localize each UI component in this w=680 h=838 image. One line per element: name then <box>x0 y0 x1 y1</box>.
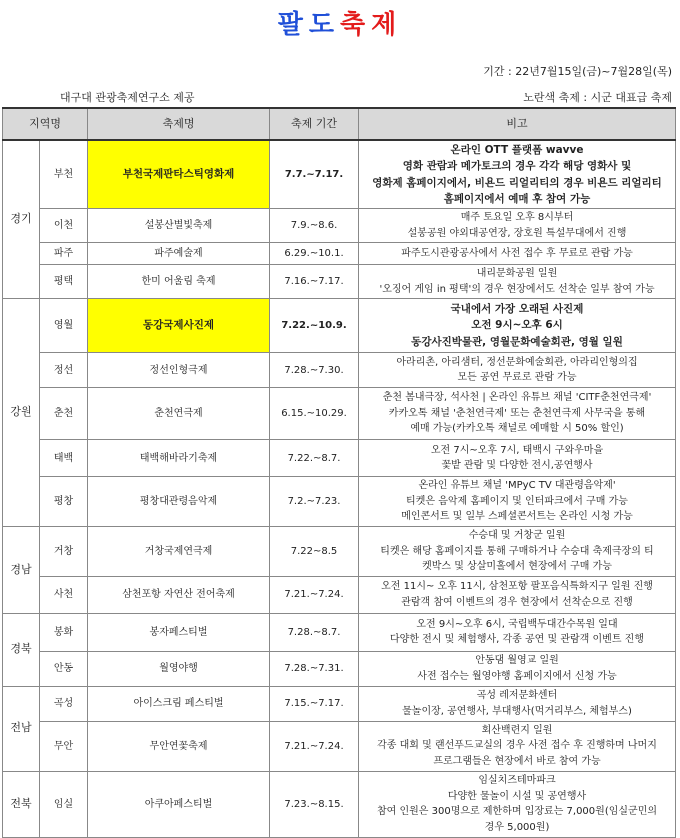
note-line: 물놀이장, 공연행사, 부대행사(먹거리부스, 체험부스) <box>402 705 632 717</box>
festival-period-cell: 7.28.~8.7. <box>270 613 359 651</box>
festival-name-cell: 정선인형극제 <box>88 353 270 388</box>
note-line: 영화제 홈페이지에서, 비욘드 리얼리티의 경우 비욘드 리얼리티 <box>372 176 662 189</box>
city-cell: 거창 <box>40 527 88 577</box>
region-cell: 경기 <box>3 140 40 299</box>
notes-cell <box>359 388 676 440</box>
note-line: 예매 가능(카카오톡 채널로 예매할 시 50% 할인) <box>410 423 624 435</box>
notes-cell <box>359 477 676 527</box>
note-line: 회산백련지 일원 <box>481 724 553 736</box>
title-char: 팔 <box>277 10 309 40</box>
note-line: 메인콘서트 및 일부 스페셜콘서트는 온라인 시청 가능 <box>401 511 633 523</box>
note-line: 꽃밭 관람 및 다양한 전시,공연행사 <box>441 460 593 472</box>
header-region: 지역명 <box>3 108 88 140</box>
table-row <box>3 527 676 577</box>
note-line: 경우 5,000원) <box>484 821 550 833</box>
table-row <box>3 265 676 299</box>
city-cell: 무안 <box>40 721 88 771</box>
festival-name-cell: 파주예술제 <box>88 243 270 265</box>
festival-name-cell: 태백해바라기축제 <box>88 440 270 477</box>
title-char: 제 <box>371 10 403 40</box>
festival-name-cell: 삼천포항 자연산 전어축제 <box>88 576 270 613</box>
note-line: 참여 인원은 300명으로 제한하며 입장료는 7,000원(임실군민의 <box>376 806 658 818</box>
note-line: 영화 관람과 메가토크의 경우 각각 해당 영화사 및 <box>402 160 632 173</box>
notes-cell <box>359 686 676 721</box>
festival-period-cell: 7.22.~8.7. <box>270 440 359 477</box>
note-line: 관람객 참여 이벤트의 경우 현장에서 선착순으로 진행 <box>401 596 633 608</box>
notes-cell <box>359 576 676 613</box>
city-cell: 평창 <box>40 477 88 527</box>
notes-cell <box>359 209 676 243</box>
table-row <box>3 651 676 686</box>
table-header-row <box>3 108 676 140</box>
festival-name-cell: 봉자페스티벌 <box>88 613 270 651</box>
city-cell: 안동 <box>40 651 88 686</box>
notes-cell <box>359 243 676 265</box>
festival-name-cell: 아쿠아페스티벌 <box>88 771 270 837</box>
note-line: 오전 7시~오후 7시, 태백시 구와우마을 <box>430 444 604 456</box>
note-line: 매주 토요일 오후 8시부터 <box>460 212 574 224</box>
note-line: 임실치즈테마파크 <box>478 775 556 787</box>
city-cell: 이천 <box>40 209 88 243</box>
table-row <box>3 243 676 265</box>
header-festival-period: 축제 기간 <box>270 108 359 140</box>
notes-cell <box>359 140 676 209</box>
city-cell: 태백 <box>40 440 88 477</box>
page-title <box>0 4 680 41</box>
festival-period-cell: 6.29.~10.1. <box>270 243 359 265</box>
table-row <box>3 388 676 440</box>
notes-cell <box>359 721 676 771</box>
note-line: 다양한 물놀이 시설 및 공연행사 <box>447 790 587 802</box>
note-line: 모든 공연 무료로 관람 가능 <box>457 372 577 384</box>
note-line: 내리문화공원 일원 <box>476 268 558 280</box>
note-line: 온라인 유튜브 채널 'MPyC TV 대관령음악제' <box>418 480 616 492</box>
festival-period-cell: 7.2.~7.23. <box>270 477 359 527</box>
festival-period-cell: 7.21.~7.24. <box>270 576 359 613</box>
festival-period-cell: 7.9.~8.6. <box>270 209 359 243</box>
title-char: 도 <box>308 10 340 40</box>
notes-cell <box>359 527 676 577</box>
header-notes: 비고 <box>359 108 676 140</box>
header-festival-name: 축제명 <box>88 108 270 140</box>
festival-name-cell: 부천국제판타스틱영화제 <box>88 140 270 209</box>
note-line: 홈페이지에서 예매 후 참여 가능 <box>443 192 591 205</box>
festival-name-cell: 거창국제연극제 <box>88 527 270 577</box>
table-row <box>3 140 676 209</box>
note-line: 안동댐 월영교 일원 <box>475 655 559 667</box>
note-line: 수승대 및 거창군 일원 <box>468 530 566 542</box>
note-line: 각종 대회 및 랜선푸드교실의 경우 사전 접수 후 진행하며 나머지 <box>377 740 657 752</box>
note-line: 국내에서 가장 오래된 사진제 <box>450 303 584 316</box>
note-line: 오전 9시~오후 6시 <box>471 319 563 332</box>
festival-period-cell: 7.7.~7.17. <box>270 140 359 209</box>
city-cell: 춘천 <box>40 388 88 440</box>
festival-period-cell: 7.15.~7.17. <box>270 686 359 721</box>
table-row <box>3 353 676 388</box>
note-line: 아라리촌, 아리샘터, 정선문화예술회관, 아라리인형의집 <box>396 356 638 368</box>
notes-cell <box>359 440 676 477</box>
table-row <box>3 686 676 721</box>
table-row <box>3 477 676 527</box>
notes-cell <box>359 299 676 353</box>
note-line: 오전 11시~ 오후 11시, 삼천포항 팔포음식특화지구 일원 진행 <box>381 581 653 593</box>
notes-cell <box>359 613 676 651</box>
note-line: 파주도시관광공사에서 사전 접수 후 무료로 관람 가능 <box>401 247 633 259</box>
title-char: 축 <box>340 10 372 40</box>
table-row <box>3 771 676 837</box>
notes-cell <box>359 265 676 299</box>
region-cell: 경남 <box>3 527 40 614</box>
city-cell: 평택 <box>40 265 88 299</box>
festival-name-cell: 무안연꽃축제 <box>88 721 270 771</box>
city-cell: 임실 <box>40 771 88 837</box>
festival-name-cell: 평창대관령음악제 <box>88 477 270 527</box>
table-row <box>3 440 676 477</box>
note-line: 사전 접수는 월영야행 홈페이지에서 신청 가능 <box>417 670 617 682</box>
table-row <box>3 576 676 613</box>
festival-name-cell: 아이스크림 페스티벌 <box>88 686 270 721</box>
highlight-legend: 노란색 축제 : 시군 대표급 축제 <box>523 91 672 104</box>
region-cell: 전남 <box>3 686 40 771</box>
note-line: 티켓은 음악제 홈페이지 및 인터파크에서 구매 가능 <box>406 495 628 507</box>
note-line: 카카오톡 채널 '춘천연극제' 또는 춘천연극제 사무국을 통해 <box>388 407 646 419</box>
note-line: 춘천 봄내극장, 석사천 | 온라인 유튜브 채널 'CITF춘천연극제' <box>382 392 652 404</box>
note-line: 온라인 OTT 플랫폼 wavve <box>450 144 584 156</box>
note-line: 동강사진박물관, 영월문화예술회관, 영월 일원 <box>411 335 623 348</box>
table-row <box>3 299 676 353</box>
city-cell: 곡성 <box>40 686 88 721</box>
city-cell: 봉화 <box>40 613 88 651</box>
note-line: 설봉공원 야외대공연장, 장호원 특설무대에서 진행 <box>407 227 627 239</box>
source-credit: 대구대 관광축제연구소 제공 <box>60 91 195 104</box>
city-cell: 정선 <box>40 353 88 388</box>
city-cell: 사천 <box>40 576 88 613</box>
festival-name-cell: 설봉산별빛축제 <box>88 209 270 243</box>
city-cell: 부천 <box>40 140 88 209</box>
note-line: 다양한 전시 및 체험행사, 각종 공연 및 관람객 이벤트 진행 <box>390 634 644 646</box>
festival-period-cell: 7.28.~7.30. <box>270 353 359 388</box>
region-cell: 경북 <box>3 613 40 686</box>
region-cell: 강원 <box>3 299 40 527</box>
festival-period-cell: 7.21.~7.24. <box>270 721 359 771</box>
region-cell: 전북 <box>3 771 40 837</box>
festival-period-cell: 6.15.~10.29. <box>270 388 359 440</box>
festival-period-cell: 7.16.~7.17. <box>270 265 359 299</box>
festival-table <box>2 107 676 838</box>
note-line: 곡성 레저문화센터 <box>476 690 558 702</box>
city-cell: 파주 <box>40 243 88 265</box>
festival-name-cell: 춘천연극제 <box>88 388 270 440</box>
festival-period-cell: 7.28.~7.31. <box>270 651 359 686</box>
notes-cell <box>359 353 676 388</box>
festival-period: 기간 : 22년7월15일(금)~7월28일(목) <box>483 65 672 78</box>
festival-period-cell: 7.23.~8.15. <box>270 771 359 837</box>
note-line: 오전 9시~오후 6시, 국립백두대간수목원 일대 <box>416 618 618 630</box>
note-line: '오징어 게임 in 평택'의 경우 현장에서도 선착순 일부 참여 가능 <box>379 283 655 295</box>
festival-name-cell: 동강국제사진제 <box>88 299 270 353</box>
notes-cell <box>359 651 676 686</box>
note-line: 티켓은 해당 홈페이지를 통해 구매하거나 수승대 축제극장의 티 <box>380 545 654 557</box>
table-row <box>3 613 676 651</box>
note-line: 프로그램들은 현장에서 바로 참여 가능 <box>433 755 601 767</box>
festival-name-cell: 한미 어울림 축제 <box>88 265 270 299</box>
city-cell: 영월 <box>40 299 88 353</box>
festival-period-cell: 7.22.~10.9. <box>270 299 359 353</box>
notes-cell <box>359 771 676 837</box>
note-line: 켓박스 및 상살미홀에서 현장에서 구매 가능 <box>422 561 612 573</box>
table-row <box>3 209 676 243</box>
festival-name-cell: 월영야행 <box>88 651 270 686</box>
table-row <box>3 721 676 771</box>
festival-period-cell: 7.22~8.5 <box>270 527 359 577</box>
